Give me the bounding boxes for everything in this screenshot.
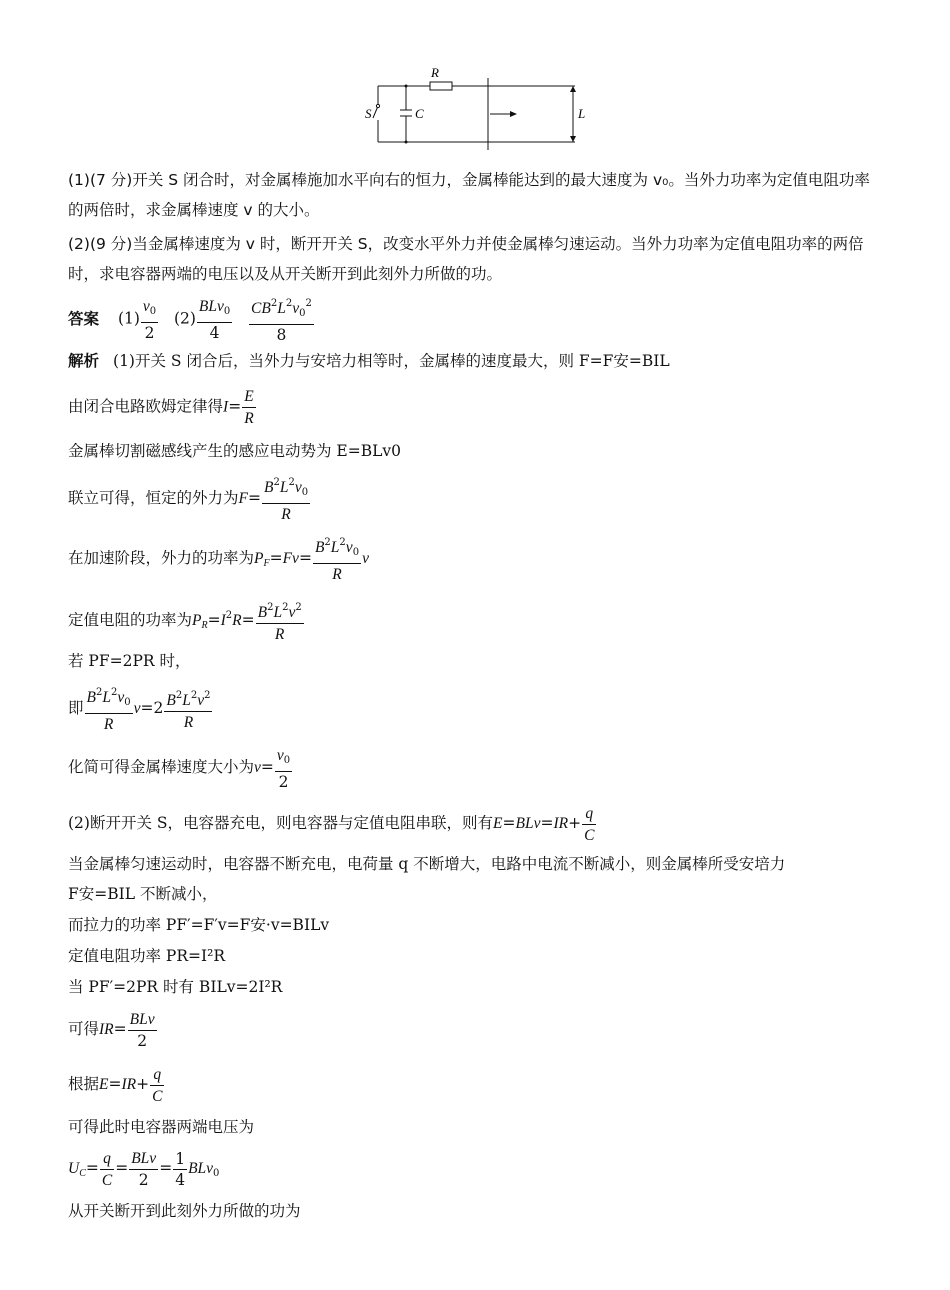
solution-line-10: (2)断开开关 S，电容器充电，则电容器与定值电阻串联，则有E=BLv=IR+ $\frac{q}{C}$ (68, 804, 595, 844)
circuit-diagram (360, 60, 600, 150)
solution-line-2: 由闭合电路欧姆定律得I= $\frac{E}{R}$ (68, 388, 254, 427)
solution-line-7: 若 PF=2PR 时， (68, 652, 191, 670)
solution-line-19: 从开关断开到此刻外力所做的功为 (68, 1202, 301, 1220)
solution-line-9: 化简可得金属棒速度大小为v= $\frac{v_0}{2}$ (68, 746, 291, 791)
analysis-label: 解析 (68, 352, 100, 370)
answer-line: 答案 (1) $\frac{v_0}{2}$ (2) $\frac{BLv_0}{4}$ $\frac{CB^2L^2v_0^2}{8}$ (68, 294, 315, 345)
solution-line-18: $U_C=$ $\frac{q}{C}$ = $\frac{\text{BLv}}{2}$ = $\frac{1}{4}$ BLv$_0$ (68, 1149, 220, 1189)
solution-line-13: 定值电阻功率 PR=I²R (68, 947, 226, 965)
label-switch-s: S (365, 106, 372, 121)
solution-line-5: 在加速阶段，外力的功率为$P_F=Fv=$ $\frac{B^2L^2v_0}{R}$ v (68, 533, 369, 587)
answer-label: 答案 (68, 309, 100, 328)
label-width-l: L (578, 106, 586, 121)
solution-line-17: 可得此时电容器两端电压为 (68, 1118, 255, 1136)
solution-line-1: 解析 (1)开关 S 闭合后，当外力与安培力相等时，金属棒的速度最大，则 F=F安=BIL (68, 352, 670, 370)
question-part-1: (1)(7 分)开关 S 闭合时，对金属棒施加水平向右的恒力，金属棒能达到的最大速度为 v₀。当外力功率为定值电阻功率的两倍时，求金属棒速度 v 的大小。 (68, 171, 870, 219)
solution-line-11a: 当金属棒匀速运动时，电容器不断充电，电荷量 q 不断增大，电路中电流不断减小，则金属棒所受安培力 (68, 855, 786, 873)
label-capacitor-c: C (415, 106, 424, 121)
solution-line-15: 可得IR= $\frac{\text{BLv}}{2}$ (68, 1011, 155, 1050)
solution-line-11b: F安=BIL 不断减小， (68, 885, 218, 903)
label-resistor-r: R (431, 65, 439, 80)
question-part-2: (2)(9 分)当金属棒速度为 v 时，断开开关 S，改变水平外力并使金属棒匀速运动。当外力功率为定值电阻功率的两倍时，求电容器两端的电压以及从开关断开到此刻外力所做的功。 (68, 235, 864, 283)
solution-line-4: 联立可得，恒定的外力为F= $\frac{B^2L^2v_0}{R}$ (68, 473, 311, 525)
solution-line-3: 金属棒切割磁感线产生的感应电动势为 E=BLv0 (68, 442, 402, 460)
solution-line-14: 当 PF′=2PR 时有 BILv=2I²R (68, 978, 283, 996)
solution-line-12: 而拉力的功率 PF′=F′v=F安·v=BILv (68, 916, 330, 934)
solution-line-8: 即 $\frac{B^2L^2v_0}{R}$ v=2 $\frac{B^2L^2v^2}{R}$ (68, 683, 213, 735)
solution-line-6: 定值电阻的功率为$P_R=I^2R=$ $\frac{B^2L^2v^2}{R}$ (68, 593, 305, 649)
solution-line-16: 根据E=IR+ $\frac{q}{C}$ (68, 1065, 163, 1105)
